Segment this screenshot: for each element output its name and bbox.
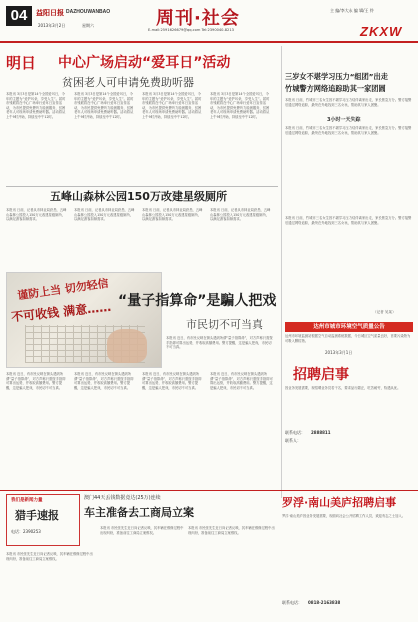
editor-line: 主 编/李大永 编 辑/王 伶: [330, 8, 374, 13]
notice-body: 达州市环境监测站根据空气自动监测系统数据，今日城区空气质量良好，首要污染物为可吸入颗粒物。: [285, 334, 411, 343]
paper-logo: 益阳日报: [36, 8, 64, 17]
lead-headline: 中心广场启动“爱耳日”活动: [58, 55, 231, 71]
beauty-ad: [282, 494, 414, 618]
park-body-col-3: 本报讯 日前，记者从市林业局获悉，五峰山森林公园投入150万元改建星级厕所，以满足游客如厕需求。: [142, 208, 203, 222]
photo-banner-1: 谨防上当 切勿轻信: [16, 276, 110, 303]
recruit-body: 因业务发展需要，现招聘业务员若干名，要求品行端正，吃苦耐劳，待遇从优。: [285, 386, 401, 390]
masthead: [0, 0, 418, 44]
hunter-ad-title: 我们是新闻力量: [11, 498, 43, 503]
left-bottom-headline: 车主准备去工商局立案: [84, 506, 194, 519]
left-bottom-body-col-1: 本报讯 市民张先生近日向记者反映，其车辆在维修过程中出现纠纷，准备前往工商局立案维权。: [6, 552, 93, 561]
recruit-title: 招聘启事: [293, 367, 349, 383]
lead-kicker: 明日: [6, 54, 37, 72]
issue-weekday: 星期六: [82, 23, 94, 28]
right-byline: （记者 吴某）: [373, 310, 396, 314]
fraud-headline: “量子指算命”是騙人把戏: [118, 293, 277, 309]
beauty-ad-body: 罗浮·南山美庐因业务发展需要，现面向社会公开招聘工作人员，欢迎有志之士加入。: [282, 514, 406, 518]
park-body-col-4: 本报讯 日前，记者从市林业局获悉，五峰山森林公园投入150万元改建星级厕所，以满足游客如厕需求。: [210, 208, 271, 222]
section-title: 周刊·社会: [156, 8, 240, 29]
fraud-body-col-5: 本报讯 近日，有市民反映在街头遇到所谓“量子指算命”，对方声称只需按手指即可算出运势，并收取高额费用。警方提醒，这是骗人把戏，市民切不可当真。: [210, 372, 273, 390]
photo-hand: [107, 329, 147, 363]
lead-body-col-3: 本报讯 3月3日是第14个全国爱耳日，今年的主题为“爱护耳朵，享受人生”。届时市残联将在中心广场举行爱耳日宣传活动，为市民提供免费听力检测服务，贫困老年人可现场申请免费助听器。活动将从上午9时开始，持续至中午12时。: [142, 92, 202, 119]
paper-name: DAZHOUWANBAO: [66, 9, 111, 15]
hunter-ad: [6, 494, 80, 546]
corner-code: ZKXW: [360, 24, 403, 39]
fraud-subhead: 市民切不可当真: [186, 318, 263, 331]
photo-banner-2: 不可收钱 满意……: [10, 299, 112, 325]
park-body-col-1: 本报讯 日前，记者从市林业局获悉，五峰山森林公园投入150万元改建星级厕所，以满足游客如厕需求。: [6, 208, 67, 222]
beauty-ad-title: 罗浮·南山美庐招聘启事: [282, 496, 397, 509]
recruit-phone-label: 联系电话：: [285, 430, 305, 435]
left-bottom-body-col-2: 本报讯 市民张先生近日向记者反映，其车辆在维修过程中出现纠纷，准备前往工商局立案维权。: [100, 526, 184, 535]
fraud-body-col-4: 本报讯 近日，有市民反映在街头遇到所谓“量子指算命”，对方声称只需按手指即可算出运势，并收取高额费用。警方提醒，这是骗人把戏，市民切不可当真。: [142, 372, 202, 390]
lead-subhead: 贫困老人可申请免费助听器: [62, 76, 194, 89]
left-bottom-body-col-3: 本报讯 市民张先生近日向记者反映，其车辆在维修过程中出现纠纷，准备前往工商局立案维权。: [188, 526, 275, 535]
fraud-body-col-2: 本报讯 近日，有市民反映在街头遇到所谓“量子指算命”，对方声称只需按手指即可算出运势，并收取高额费用。警方提醒，这是骗人把戏，市民切不可当真。: [6, 372, 66, 390]
lead-story: [6, 48, 278, 210]
beauty-ad-phone-label: 联系电话：: [282, 600, 302, 605]
recruit-contact-label: 联系人：: [285, 438, 301, 443]
hunter-ad-name: 猎手速报: [15, 509, 59, 522]
right-body-2: 本报讯 日前，竹城市三名女生因不堪学习压力结伴离家出走，家长焦急万分。警方接警后通过网络追踪，最终在外地找到三名女孩，帮助其与家人团聚。: [285, 216, 412, 225]
right-subhead: 3小时一天失踪: [327, 117, 361, 123]
right-intro: 本报讯 日前，竹城市三名女生因不堪学习压力结伴离家出走，家长焦急万分。警方接警后通过网络追踪，最终在外地找到三名女孩，帮助其与家人团聚。: [285, 98, 412, 107]
right-body-1: 本报讯 日前，竹城市三名女生因不堪学习压力结伴离家出走，家长焦急万分。警方接警后通过网络追踪，最终在外地找到三名女孩，帮助其与家人团聚。: [285, 126, 412, 135]
masthead-rule: [0, 41, 418, 43]
air-quality-notice: [285, 322, 413, 360]
lead-bottom-rule: [6, 186, 278, 187]
lead-body-col-4: 本报讯 3月3日是第14个全国爱耳日，今年的主题为“爱护耳朵，享受人生”。届时市残联将在中心广场举行爱耳日宣传活动，为市民提供免费听力检测服务，贫困老年人可现场申请免费助听器。活动将从上午9时开始，持续至中午12时。: [210, 92, 270, 119]
right-top-story: [285, 60, 413, 320]
beauty-ad-phone: 0818-2163838: [308, 600, 341, 605]
bottom-section-rule: [0, 490, 418, 491]
park-body-col-2: 本报讯 日前，记者从市林业局获悉，五峰山森林公园投入150万元改建星级厕所，以满足游客如厕需求。: [74, 208, 135, 222]
notice-title: 达州市城市环境空气质量公告: [285, 322, 413, 332]
lead-body-col-2: 本报讯 3月3日是第14个全国爱耳日，今年的主题为“爱护耳朵，享受人生”。届时市残联将在中心广场举行爱耳日宣传活动，为市民提供免费听力检测服务，贫困老年人可现场申请免费助听器。活动将从上午9时开始，持续至中午12时。: [74, 92, 134, 119]
recruit-phone: 2888811: [311, 430, 331, 435]
right-headline-2: 竹城警方网络追踪助其一家团圆: [285, 84, 386, 93]
fraud-body-col-1: 本报讯 近日，有市民反映在街头遇到所谓“量子指算命”，对方声称只需按手指即可算出运势，并收取高额费用。警方提醒，这是骗人把戏，市民切不可当真。: [166, 336, 273, 350]
park-headline: 五峰山森林公园150万改建星级厕所: [50, 190, 227, 203]
notice-date: 2013年3月1日: [325, 350, 353, 355]
fraud-body-col-3: 本报讯 近日，有市民反映在街头遇到所谓“量子指算命”，对方声称只需按手指即可算出运势，并收取高额费用。警方提醒，这是骗人把戏，市民切不可当真。: [74, 372, 134, 390]
column-divider: [281, 46, 282, 498]
recruit-notice: [285, 362, 413, 488]
park-story: [6, 188, 278, 268]
fraud-photo: [6, 272, 162, 368]
fraud-story: [6, 272, 278, 488]
issue-date: 2013年3月2日: [38, 23, 66, 28]
hunter-ad-phone: 电话：2390253: [11, 529, 41, 534]
page-number: 04: [6, 6, 32, 26]
contact-line: E-mail:2591626679@qq.com Tel:2390040-8213: [148, 28, 234, 32]
lead-body-col-1: 本报讯 3月3日是第14个全国爱耳日，今年的主题为“爱护耳朵，享受人生”。届时市残联将在中心广场举行爱耳日宣传活动，为市民提供免费听力检测服务，贫困老年人可现场申请免费助听器。活动将从上午9时开始，持续至中午12时。: [6, 92, 66, 119]
left-bottom-headline-small: 澳门44天丢钱数据竟达(25万)连续: [84, 495, 161, 501]
right-headline-1: 三岁女不堪学习压力“组团”出走: [285, 72, 388, 81]
